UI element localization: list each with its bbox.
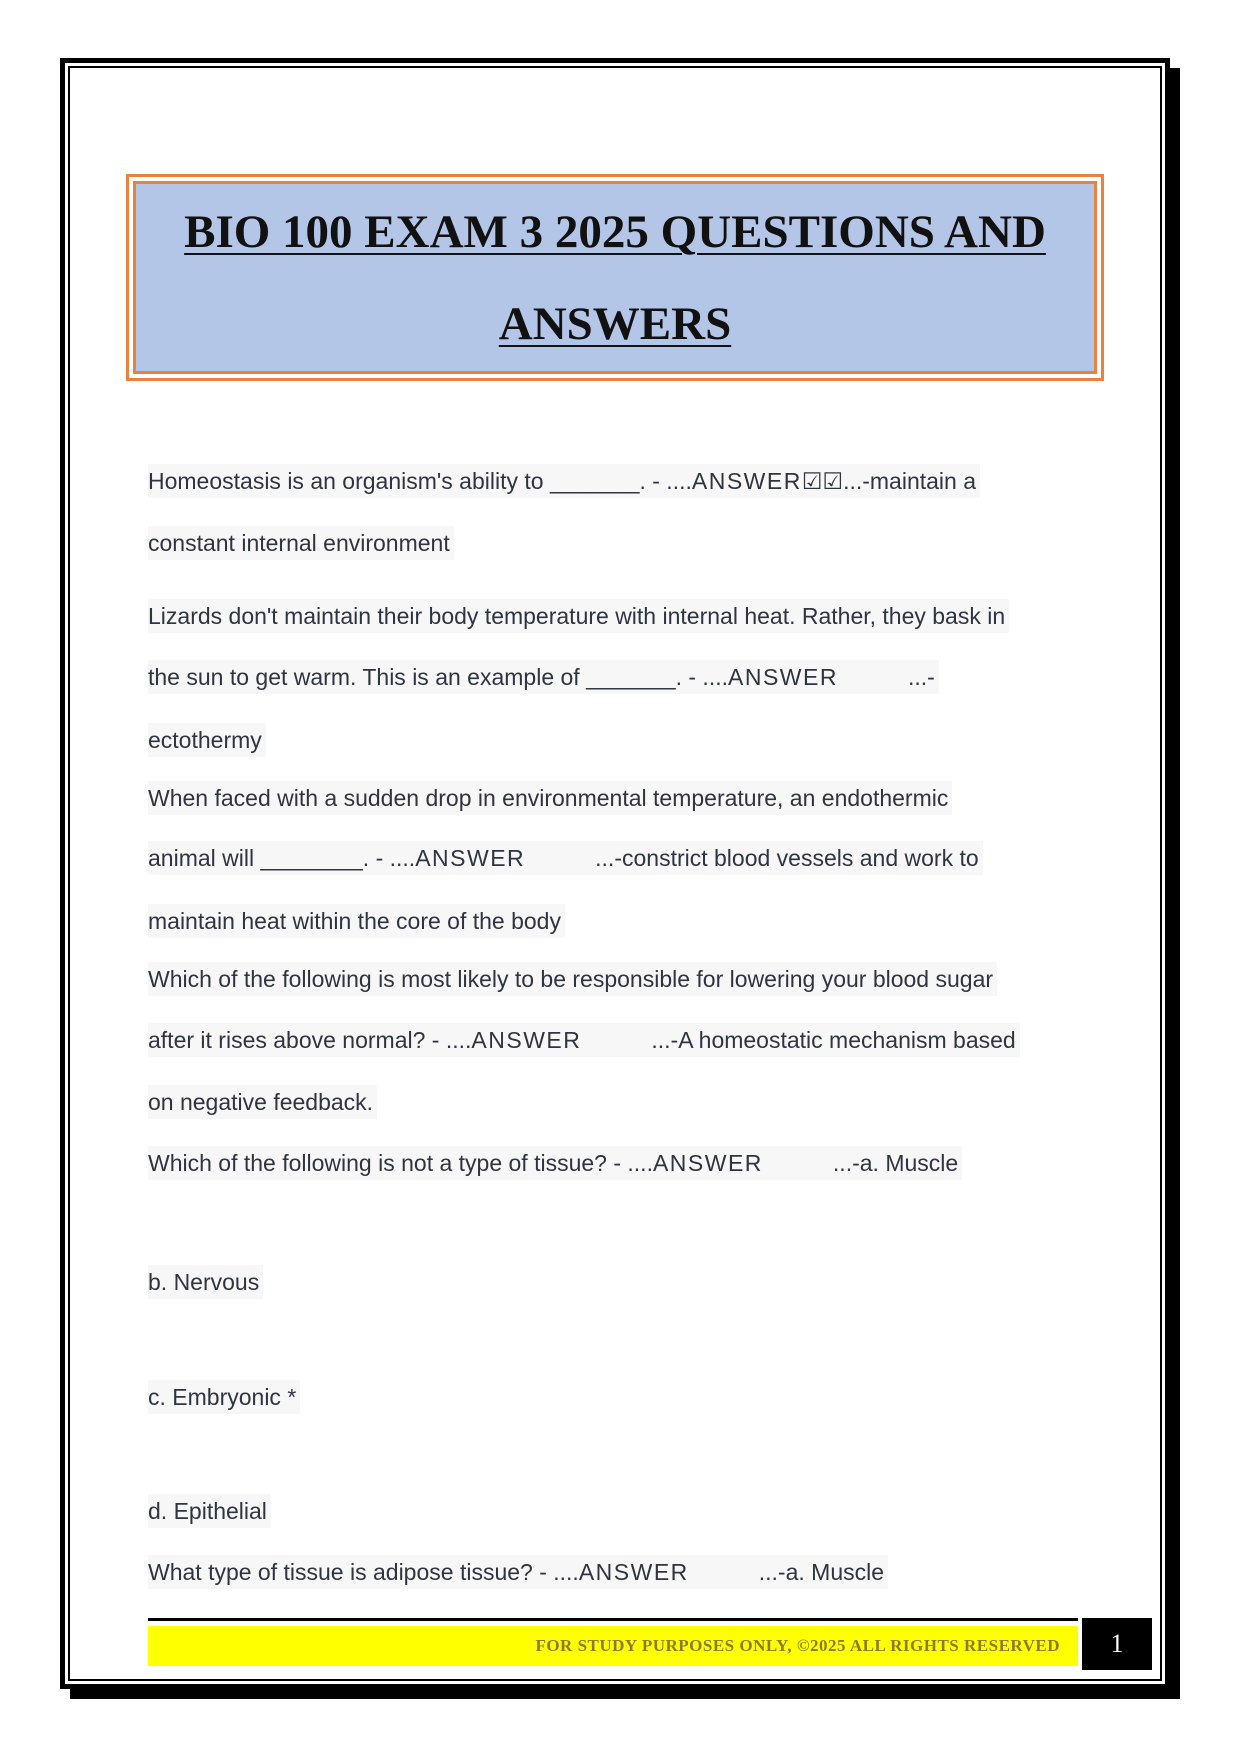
- line-text: ectothermy: [148, 727, 262, 753]
- text-line: [148, 1085, 377, 1119]
- line-text: Lizards don't maintain their body temperature with internal heat. Rather, they bask in: [148, 603, 1006, 629]
- title-box-inner: [133, 181, 1097, 374]
- answer-marker: ANSWER: [415, 845, 526, 871]
- text-line: [148, 841, 983, 875]
- line-text: Which of the following is most likely to be responsible for lowering your blood sugar: [148, 966, 994, 992]
- line-text: animal will ________. - ....: [148, 845, 416, 871]
- line-text-after: ...-constrict blood vessels and work to: [595, 845, 979, 871]
- text-line: [148, 1494, 271, 1528]
- text-line: [148, 1380, 300, 1414]
- title-box: [126, 174, 1104, 381]
- text-line: [148, 1146, 962, 1180]
- text-line: [148, 904, 565, 938]
- footer-rule: [148, 1618, 1078, 1621]
- line-text: the sun to get warm. This is an example of _______. - ....: [148, 664, 728, 690]
- line-text: c. Embryonic *: [148, 1384, 297, 1410]
- text-line: [148, 962, 997, 996]
- text-line: [148, 781, 952, 815]
- answer-marker: ANSWER: [652, 1150, 763, 1176]
- text-line: [148, 1265, 263, 1299]
- text-line: [148, 1023, 1020, 1057]
- answer-marker: ANSWER: [578, 1559, 689, 1585]
- line-text: What type of tissue is adipose tissue? - ....: [148, 1559, 579, 1585]
- line-text: Which of the following is not a type of tissue? - ....: [148, 1150, 653, 1176]
- line-text: b. Nervous: [148, 1269, 260, 1295]
- text-line: [148, 723, 266, 757]
- line-text: maintain heat within the core of the body: [148, 908, 561, 934]
- answer-marker: ANSWER: [691, 468, 802, 494]
- line-text: d. Epithelial: [148, 1498, 267, 1524]
- line-text: on negative feedback.: [148, 1089, 374, 1115]
- line-text: When faced with a sudden drop in environmental temperature, an endothermic: [148, 785, 949, 811]
- line-text: Homeostasis is an organism's ability to _______. - ....: [148, 468, 692, 494]
- text-line: [148, 599, 1009, 633]
- text-line: [148, 1555, 888, 1589]
- line-text-after: ...-A homeostatic mechanism based: [651, 1027, 1016, 1053]
- line-text-after: ...-a. Muscle: [758, 1559, 885, 1585]
- line-text-after: ...-a. Muscle: [832, 1150, 959, 1176]
- document-title: BIO 100 EXAM 3 2025 QUESTIONS AND ANSWERS: [184, 205, 1046, 350]
- text-line: [148, 526, 454, 560]
- footer-bar: [148, 1626, 1078, 1666]
- answer-marker: ANSWER: [471, 1027, 582, 1053]
- line-text-after: ...-: [907, 664, 935, 690]
- footer-notice: FOR STUDY PURPOSES ONLY, ©2025 ALL RIGHTS RESERVED: [535, 1636, 1060, 1655]
- line-text-after: ☑☑...-maintain a: [801, 468, 977, 494]
- text-line: [148, 464, 980, 498]
- page-number: 1: [1082, 1618, 1152, 1670]
- text-line: [148, 660, 939, 694]
- line-text: after it rises above normal? - ....: [148, 1027, 472, 1053]
- line-text: constant internal environment: [148, 530, 450, 556]
- answer-marker: ANSWER: [728, 664, 838, 690]
